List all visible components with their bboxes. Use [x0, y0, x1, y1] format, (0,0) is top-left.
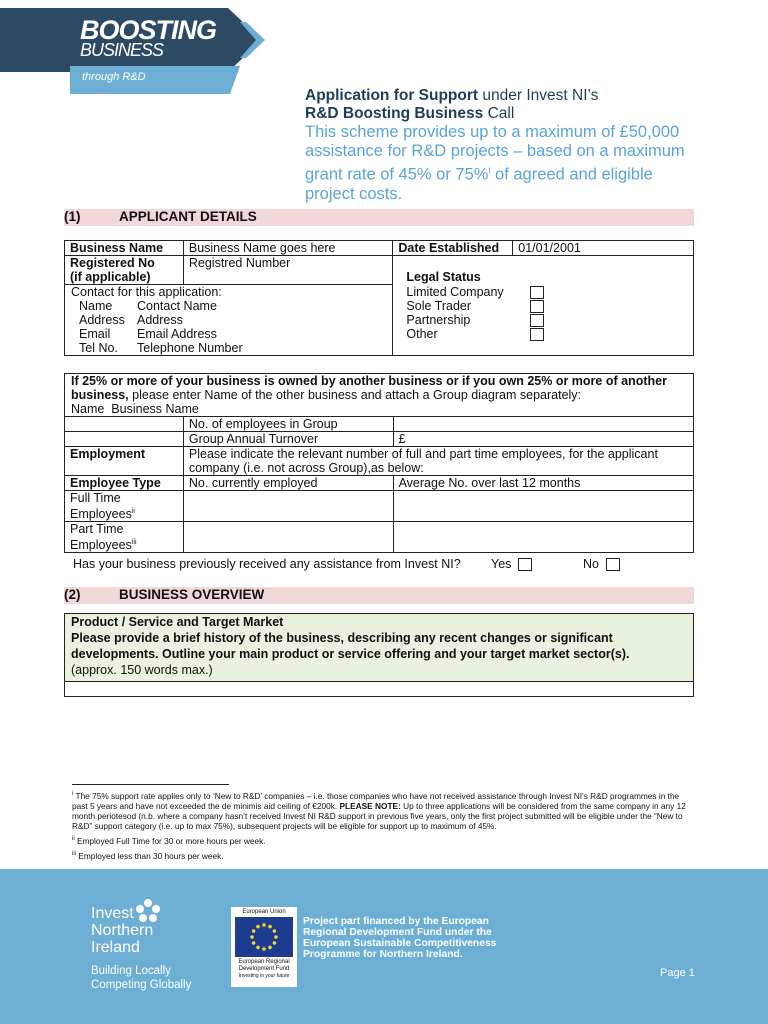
- contact-row-address: [71, 313, 387, 327]
- footnote-marker: ii: [72, 835, 75, 842]
- footnote-text: Employed Full Time for 30 or more hours per week.: [74, 835, 266, 846]
- invest-ni-line1: Invest: [91, 905, 134, 922]
- part-time-label: [65, 522, 184, 553]
- footnote-please-note: PLEASE NOTE:: [339, 800, 401, 811]
- heading-line2-rest: Call: [483, 105, 515, 122]
- footnote-divider: [72, 784, 229, 785]
- description-post: of agreed and eligible project costs.: [305, 165, 653, 203]
- invest-ni-tagline2: Competing Globally: [91, 979, 192, 991]
- part-time-label-line2: [70, 536, 178, 552]
- legal-option-label: Other: [406, 327, 438, 341]
- logo-tagline: through R&D: [82, 71, 146, 83]
- sole-trader-checkbox[interactable]: [530, 300, 544, 313]
- previous-assistance-question: [73, 557, 599, 571]
- business-name-label: Business Name: [65, 241, 184, 256]
- registered-no-label-line2: (if applicable): [70, 270, 151, 284]
- funding-statement: Project part financed by the European Regional Development Fund under the European Sustainable Competitiveness Programme for Northern Ireland.: [303, 916, 497, 960]
- legal-option-sole: [406, 299, 544, 313]
- assistance-no-option: [583, 557, 620, 571]
- section-1-bar: [64, 209, 694, 226]
- group-turnover-label: Group Annual Turnover: [183, 432, 393, 447]
- business-name-field[interactable]: Business Name goes here: [183, 241, 393, 256]
- section-2-bar: [64, 587, 694, 604]
- employees-in-group-field[interactable]: [393, 417, 693, 432]
- footnote-marker: iii: [72, 850, 76, 857]
- invest-ni-tagline: [91, 964, 191, 992]
- contact-key: Tel No.: [79, 341, 118, 355]
- assistance-question-text: Has your business previously received any assistance from Invest NI?: [73, 557, 461, 571]
- contact-key: Address: [79, 313, 125, 327]
- contact-email-field[interactable]: Email Address: [137, 327, 217, 341]
- currently-employed-header: No. currently employed: [183, 476, 393, 491]
- logo-title: BOOSTING: [80, 15, 217, 45]
- boosting-business-logo: [0, 0, 280, 100]
- employment-label: Employment: [65, 447, 184, 476]
- part-time-label-text: Employees: [70, 538, 132, 553]
- group-name-row: [71, 402, 688, 416]
- employees-in-group-label: No. of employees in Group: [183, 417, 393, 432]
- contact-tel-field[interactable]: Telephone Number: [137, 341, 243, 355]
- ownership-question-bold: If 25% or more of your business is owned by another business or if you own 25% or more of another business,: [71, 374, 667, 402]
- ownership-question-rest: please enter Name of the other business and attach a Group diagram separately:: [128, 388, 582, 402]
- footnote-i: [72, 789, 692, 831]
- contact-address-field[interactable]: Address: [137, 313, 183, 327]
- section-2-title: BUSINESS OVERVIEW: [119, 587, 265, 602]
- legal-option-other: [406, 327, 544, 341]
- employee-type-label: Employee Type: [65, 476, 184, 491]
- registered-no-field[interactable]: Registred Number: [183, 256, 393, 285]
- part-time-current-field[interactable]: [183, 522, 393, 553]
- legal-option-limited: [406, 285, 544, 299]
- overview-instructions-cell: [65, 614, 694, 682]
- scheme-description: [305, 123, 705, 204]
- group-name-field[interactable]: Business Name: [111, 402, 199, 416]
- part-time-average-field[interactable]: [393, 522, 693, 553]
- eu-flag-icon: [235, 917, 293, 957]
- eu-logo-text-3: Investing in your future: [238, 973, 290, 979]
- footnote-text: The 75% support rate applies only to ‘New to R&D’ companies – i.e. those companies who have not received assistance through Invest NI’s R&D programmes in the past 5 years and have not exceeded the de minimis aid ceiling of €200k.: [72, 790, 680, 811]
- legal-option-label: Sole Trader: [406, 299, 472, 313]
- invest-ni-line3: Ireland: [91, 939, 140, 956]
- assistance-yes-label: Yes: [491, 557, 512, 571]
- description-footnote-marker[interactable]: i: [488, 165, 491, 175]
- full-time-label-line2: [70, 505, 178, 521]
- blank-cell: [65, 432, 184, 447]
- registered-no-label-line1: Registered No: [70, 256, 155, 270]
- legal-option-label: Partnership: [406, 313, 471, 327]
- contact-heading: Contact for this application:: [71, 285, 222, 299]
- footnotes: [72, 789, 692, 863]
- invest-ni-line2: Northern: [91, 922, 154, 939]
- page-footer: [0, 869, 768, 1024]
- footnote-iii: [72, 849, 692, 861]
- section-1-title: APPLICANT DETAILS: [119, 209, 257, 224]
- group-employment-table: [64, 373, 694, 553]
- heading-line2-bold: R&D Boosting Business: [305, 105, 484, 122]
- business-overview-table: [64, 613, 694, 697]
- heading-line1-rest: under Invest NI’s: [478, 87, 599, 104]
- ownership-cell: [65, 374, 694, 417]
- average-employed-header: Average No. over last 12 months: [393, 476, 693, 491]
- overview-word-limit: (approx. 150 words max.): [71, 663, 213, 677]
- assistance-yes-option: [491, 557, 532, 571]
- overview-instruction: Please provide a brief history of the business, describing any recent changes or significant developments. Outline your main product or service offering and your target market sector(s).: [71, 631, 630, 661]
- full-time-average-field[interactable]: [393, 491, 693, 522]
- legal-option-label: Limited Company: [406, 285, 504, 299]
- contact-row-tel: [71, 341, 387, 355]
- overview-title: Product / Service and Target Market: [71, 615, 284, 629]
- date-established-field[interactable]: 01/01/2001: [513, 241, 694, 256]
- section-2-number: (2): [64, 587, 81, 602]
- footnote-text-rest: Up to three applications will be considered from the same company in any 12 month periotesod (n.b. where a company hasn’t received Invest NI R&D support in previous five years, only the first project submitted will be eligible under the “New to R&D” support category (i.e. up to max 75%), subsequent projects will be eligible for support up to maximum of 45%.: [72, 800, 686, 831]
- contact-cell: [65, 285, 393, 356]
- part-time-label-line1: Part Time: [70, 522, 124, 537]
- assistance-yes-checkbox[interactable]: [518, 558, 532, 571]
- footnote-ii: [72, 834, 692, 846]
- full-time-label: [65, 491, 184, 522]
- blank-cell: [65, 417, 184, 432]
- registered-no-label: [65, 256, 184, 285]
- legal-status-options: [406, 285, 544, 341]
- eu-logo-top-text: European Union: [242, 909, 286, 915]
- full-time-footnote-marker[interactable]: ii: [131, 508, 135, 515]
- heading-line1-bold: Application for Support: [305, 87, 479, 104]
- full-time-label-line1: Full Time: [70, 491, 121, 505]
- eu-logo: [231, 907, 297, 987]
- eu-logo-text-2: Development Fund: [238, 966, 290, 972]
- group-turnover-field[interactable]: £: [393, 432, 693, 447]
- footnote-marker: i: [72, 791, 74, 797]
- description-pre: This scheme provides up to a maximum of £50,000 assistance for R&D projects – based on a maximum grant rate of 45% or 75%: [305, 123, 685, 184]
- full-time-current-field[interactable]: [183, 491, 393, 522]
- employment-instructions: Please indicate the relevant number of full and part time employees, for the applicant company (i.e. not across Group),as below:: [183, 447, 693, 476]
- legal-option-partnership: [406, 313, 544, 327]
- assistance-no-label: No: [583, 557, 599, 571]
- group-name-label: Name: [71, 402, 105, 416]
- partnership-checkbox[interactable]: [530, 314, 544, 327]
- contact-row-email: [71, 327, 387, 341]
- contact-key: Email: [79, 327, 111, 341]
- application-heading: [305, 87, 705, 204]
- legal-status-cell: [393, 256, 694, 356]
- legal-status-label: Legal Status: [406, 270, 481, 284]
- contact-name-field[interactable]: Contact Name: [137, 299, 217, 313]
- other-checkbox[interactable]: [530, 328, 544, 341]
- limited-company-checkbox[interactable]: [530, 286, 544, 299]
- date-established-label: Date Established: [393, 241, 513, 256]
- logo-subtitle: BUSINESS: [80, 40, 164, 60]
- page-number: Page 1: [660, 967, 695, 979]
- section-1-number: (1): [64, 209, 81, 224]
- part-time-footnote-marker[interactable]: iii: [131, 539, 137, 547]
- footnote-text: Employed less than 30 hours per week.: [76, 850, 224, 861]
- assistance-no-checkbox[interactable]: [606, 558, 620, 571]
- full-time-label-text: Employees: [70, 507, 132, 522]
- overview-answer-field[interactable]: [65, 682, 694, 697]
- contact-key: Name: [79, 299, 113, 313]
- applicant-details-table: [64, 240, 694, 356]
- invest-ni-flower-icon: [135, 898, 161, 924]
- invest-ni-tagline1: Building Locally: [91, 965, 171, 977]
- contact-row-name: [71, 299, 387, 313]
- eu-logo-text-1: European Regional: [238, 959, 290, 965]
